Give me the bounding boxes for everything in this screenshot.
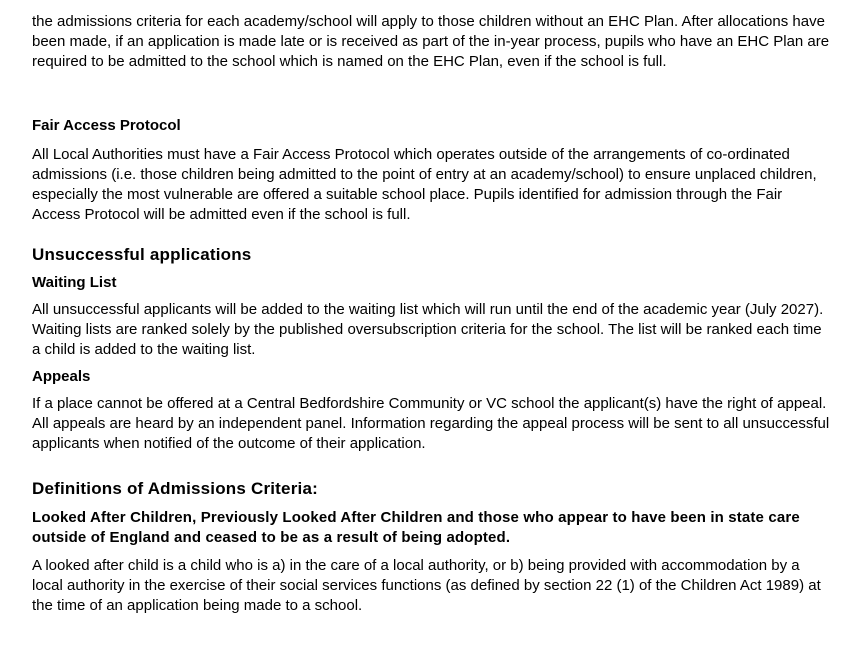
- fair-access-heading: Fair Access Protocol: [32, 117, 181, 134]
- unsuccessful-applications-heading: Unsuccessful applications: [32, 245, 252, 264]
- document-page: [32, 12, 832, 616]
- appeals-paragraph: If a place cannot be offered at a Central Bedfordshire Community or VC school the applicant(s) have the right of appeal. All appeals are heard by an independent panel. Information regarding the appeal process will be sent to all unsuccessful applicants when notified of the outcome of their application.: [32, 395, 830, 452]
- looked-after-paragraph: A looked after child is a child who is a) in the care of a local authority, or b) being provided with accommodation by a local authority in the exercise of their social services functions (as defined by section 22 (1) of the Children Act 1989) at the time of an application being made to a school.: [32, 557, 821, 614]
- waiting-list-heading: Waiting List: [32, 274, 117, 291]
- definitions-heading: Definitions of Admissions Criteria:: [32, 479, 318, 498]
- appeals-heading: Appeals: [32, 368, 91, 385]
- looked-after-heading: Looked After Children, Previously Looked After Children and those who appear to have been in state care outside of England and ceased to be as a result of being adopted.: [32, 509, 800, 546]
- intro-paragraph: the admissions criteria for each academy/school will apply to those children without an EHC Plan. After allocations have been made, if an application is made late or is received as part of the in-year process, pupils who have an EHC Plan are required to be admitted to the school which is named on the EHC Plan, even if the school is full.: [32, 13, 830, 70]
- fair-access-paragraph: All Local Authorities must have a Fair Access Protocol which operates outside of the arrangements of co-ordinated admissions (i.e. those children being admitted to the point of entry at an academy/school) to ensure unplaced children, especially the most vulnerable are offered a suitable school place. Pupils identified for admission through the Fair Access Protocol will be admitted even if the school is full.: [32, 146, 817, 223]
- waiting-list-paragraph: All unsuccessful applicants will be added to the waiting list which will run until the end of the academic year (July 2027). Waiting lists are ranked solely by the published oversubscription criteria for the school. The list will be ranked each time a child is added to the waiting list.: [32, 301, 824, 358]
